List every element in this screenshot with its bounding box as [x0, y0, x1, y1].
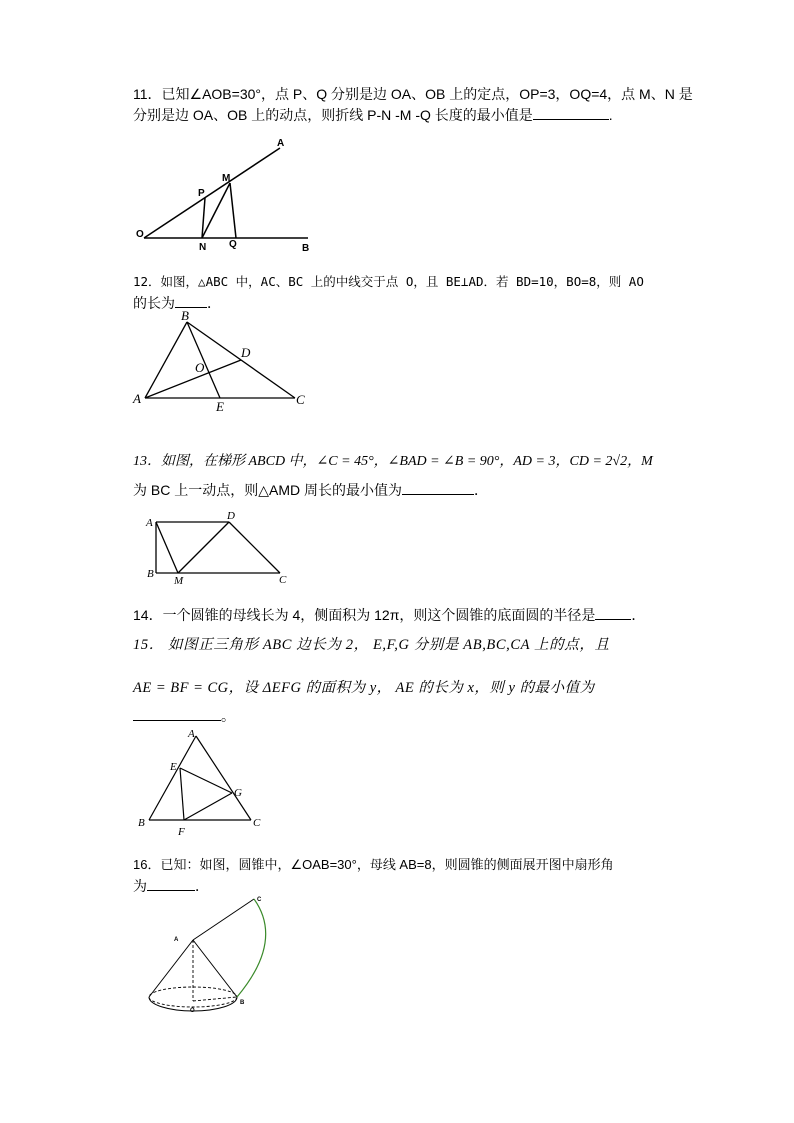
q15-label-g: G — [234, 787, 242, 799]
q16-label-o: O — [190, 1008, 195, 1014]
q14-answer-blank[interactable] — [595, 607, 631, 620]
q15-seg-fg — [184, 793, 232, 820]
q12-median-ad — [145, 360, 241, 398]
q14-text-end: ． — [631, 607, 646, 623]
q16-answer-blank[interactable] — [147, 878, 195, 891]
q15-text-line3 — [133, 706, 235, 726]
q11-answer-blank[interactable] — [533, 107, 609, 120]
q14-text-body: 14．一个圆锥的母线长为 4，侧面积为 12π，则这个圆锥的底面圆的半径是 — [133, 607, 596, 623]
q13-label-d: D — [227, 510, 235, 522]
q11-label-b: B — [302, 243, 310, 254]
q12-text-line1: 12．如图，△ABC 中，AC、BC 上的中线交于点 O，且 BE⊥AD．若 BD=10，BO=8，则 AO — [133, 274, 644, 289]
q13-text-end: ． — [474, 482, 488, 498]
q16-figure — [146, 893, 286, 1028]
q15-side-ac — [196, 736, 251, 820]
q13-text-line2-body: 为 BC 上一动点，则△AMD 周长的最小值为 — [133, 482, 402, 498]
q11-ray-oa — [144, 148, 280, 238]
q15-label-f: F — [178, 826, 185, 838]
q16-text-line1: 16．已知：如图，圆锥中，∠OAB=30°，母线 AB=8，则圆锥的侧面展开图中扇形角 — [133, 857, 614, 872]
q12-label-b: B — [181, 308, 189, 323]
q16-label-c: C — [257, 897, 262, 903]
q15-text-line1: 15． 如图正三角形 ABC 边长为 2， E,F,G 分别是 AB,BC,CA 上的点，且 — [133, 637, 610, 653]
q16-label-b: B — [240, 1000, 245, 1006]
q15-label-c: C — [253, 817, 261, 829]
q11-seg-mq — [230, 183, 236, 238]
q15-text-end: 。 — [221, 708, 235, 724]
q13-answer-blank[interactable] — [402, 482, 474, 495]
q12-text-end: ． — [207, 295, 221, 311]
q11-label-m: M — [222, 173, 231, 184]
q13-label-c: C — [279, 574, 287, 586]
q15-answer-blank[interactable] — [133, 708, 221, 721]
q12-side-ab — [145, 322, 187, 398]
q16-slant-left — [149, 940, 193, 997]
q11-text-line1: 11．已知∠AOB=30°，点 P、Q 分别是边 OA、OB 上的定点，OP=3，OQ=4，点 M、N 是 — [133, 86, 693, 102]
q16-sector-radius-ac — [193, 899, 254, 940]
q11-label-p: P — [198, 188, 205, 199]
q12-label-a: A — [133, 391, 141, 406]
q11-figure — [130, 134, 320, 254]
q13-seg-dm — [178, 522, 229, 573]
q11-label-n: N — [199, 242, 207, 253]
q11-text-line2-body: 分别是边 OA、OB 上的动点，则折线 P-N -M -Q 长度的最小值是 — [133, 107, 533, 123]
q15-label-a: A — [188, 728, 195, 740]
q12-answer-blank[interactable] — [175, 295, 207, 308]
q11-label-o: O — [136, 229, 144, 240]
q15-text-line2: AE = BF = CG，设 ΔEFG 的面积为 y， AE 的长为 x，则 y 的最小值为 — [133, 680, 595, 696]
q13-text-line2 — [133, 480, 488, 500]
q16-radius-ob — [193, 997, 237, 1001]
q15-seg-ef — [180, 768, 184, 820]
q16-sector-arc — [237, 899, 266, 997]
q16-label-a: A — [174, 937, 179, 943]
q11-text-line2 — [133, 105, 613, 125]
q13-figure — [140, 510, 300, 590]
q12-label-c: C — [296, 392, 305, 407]
q12-label-o: O — [195, 360, 205, 375]
q13-label-a: A — [146, 517, 153, 529]
q13-text-line1: 13．如图，在梯形 ABCD 中，∠C = 45°，∠BAD = ∠B = 90°，AD = 3，CD = 2√2，M — [133, 454, 653, 469]
q13-label-b: B — [147, 568, 154, 580]
q15-label-e: E — [170, 761, 177, 773]
q11-label-q: Q — [229, 239, 237, 250]
q15-label-b: B — [138, 817, 145, 829]
q13-label-m: M — [174, 575, 184, 587]
q12-label-e: E — [216, 399, 224, 414]
q13-side-dc — [229, 522, 280, 573]
q16-text-end: ． — [195, 878, 209, 894]
q12-figure — [130, 308, 320, 418]
q15-side-ab — [149, 736, 196, 820]
q14-text-line1 — [133, 605, 645, 625]
q13-seg-am — [156, 522, 178, 573]
q12-text-line2-body: 的长为 — [133, 295, 175, 311]
q15-seg-eg — [180, 768, 232, 793]
q11-label-a: A — [277, 138, 285, 149]
q15-figure — [136, 728, 276, 840]
q16-text-line2-body: 为 — [133, 878, 147, 894]
q12-label-d: D — [241, 345, 251, 360]
q11-text-end: . — [608, 107, 613, 123]
